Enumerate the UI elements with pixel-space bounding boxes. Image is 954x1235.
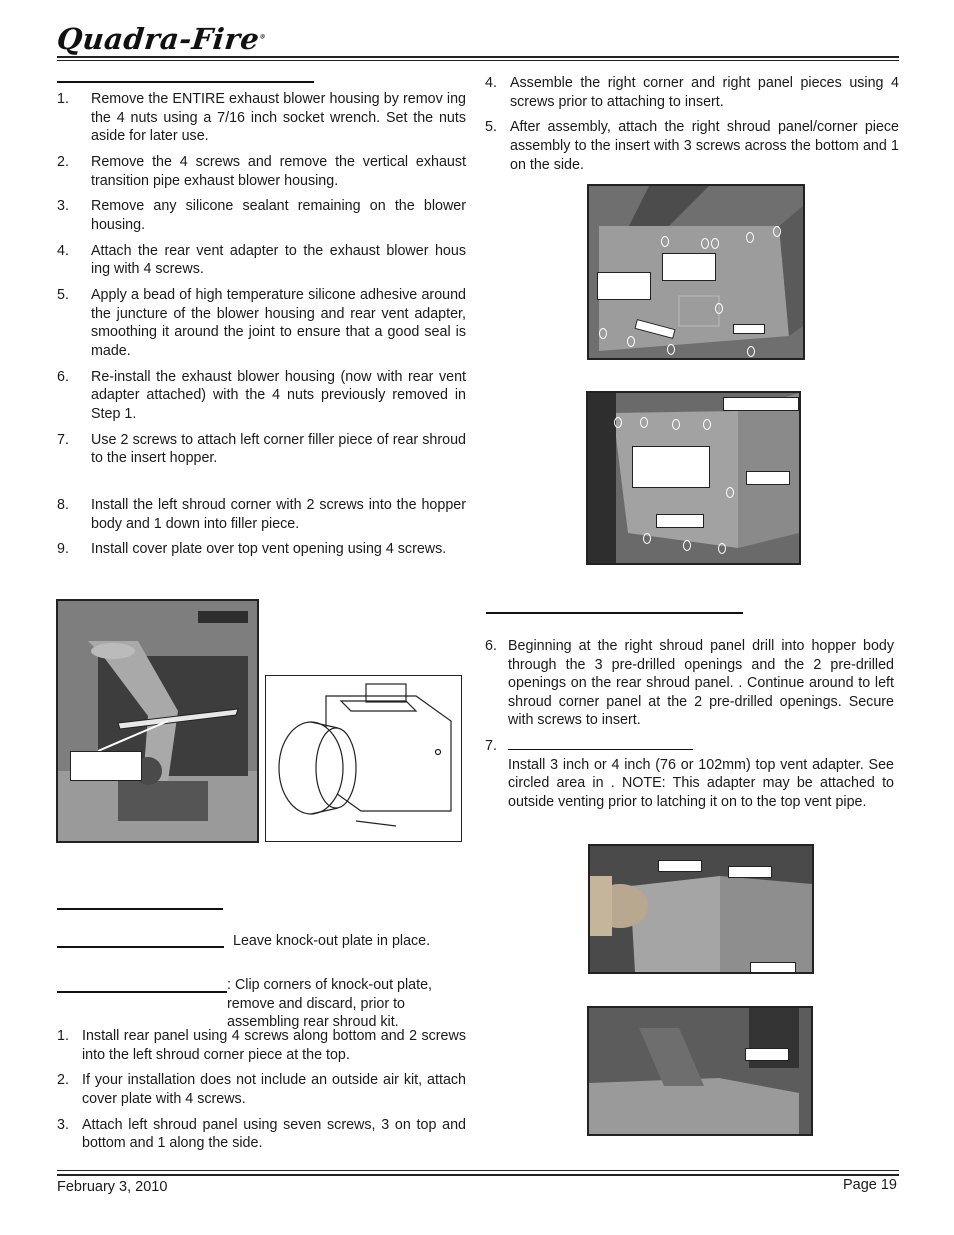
vent-adapter-drawing — [265, 675, 462, 842]
footer-rule-thin — [57, 1170, 899, 1171]
top-vent-photo — [587, 1006, 813, 1136]
step-item: 1. Install rear panel using 4 screws along bottom and 2 screws into the left shroud corner piece at the top. — [57, 1028, 466, 1063]
callout-box — [746, 471, 790, 485]
callout-box — [728, 866, 772, 878]
left-steps-list-b — [57, 496, 466, 559]
drilling-photo — [588, 844, 814, 974]
option-a-underline — [57, 946, 224, 948]
step-item: 8. Install the left shroud corner with 2 screws into the hopper body and 1 down into filler piece. — [57, 497, 466, 532]
right-steps-list — [485, 74, 899, 174]
left-steps-list — [57, 90, 466, 468]
photo-callout-box — [70, 751, 142, 781]
subheading-underline — [57, 908, 223, 910]
step-item: 9. Install cover plate over top vent opening using 4 screws. — [57, 541, 447, 558]
callout-box — [750, 962, 796, 974]
page-number: Page 19 — [842, 1177, 897, 1193]
section-heading-underline-right — [486, 612, 743, 614]
right-steps-b — [485, 637, 894, 819]
callout-box — [632, 446, 710, 488]
left-steps — [57, 90, 466, 475]
option-a-text: Leave knock-out plate in place. — [233, 933, 431, 949]
option-b-text: : Clip corners of knock-out plate, remove and discard, prior to assembling rear shroud kit. — [227, 977, 433, 1031]
rear-shroud-photo — [586, 391, 801, 565]
step-item: 7. Use 2 screws to attach left corner filler piece of rear shroud to the insert hopper. — [57, 431, 466, 467]
callout-box — [656, 514, 704, 528]
step-item: 6. Re-install the exhaust blower housing (now with rear vent adapter attached) with the 4 nuts previously removed in Step 1. — [57, 368, 466, 422]
callout-box — [658, 860, 702, 872]
brand-logo: Quadra-Fire® — [55, 22, 267, 56]
left-steps-b — [57, 496, 466, 566]
callout-box — [662, 253, 716, 281]
callout-box — [745, 1048, 789, 1061]
step-item: 2. Remove the 4 screws and remove the vertical exhaust transition pipe exhaust blower housing. — [57, 153, 466, 189]
callout-box — [723, 397, 799, 411]
section-heading-underline — [57, 81, 314, 83]
right-steps — [485, 74, 899, 181]
footer-rule — [57, 1174, 899, 1176]
callout-box — [733, 324, 765, 334]
step-item: 2. If your installation does not include an outside air kit, attach cover plate with 4 screws. — [57, 1072, 466, 1107]
right-shroud-photo — [587, 184, 805, 360]
step-7-heading — [508, 737, 894, 756]
footer-date: February 3, 2010 — [57, 1179, 168, 1195]
step-item: 4. Assemble the right corner and right panel pieces using 4 screws prior to attaching to insert. — [485, 75, 899, 110]
right-steps-list-b — [485, 637, 894, 811]
callout-box — [597, 272, 651, 300]
header-rule-thin — [57, 60, 899, 61]
step-item: 6. Beginning at the right shroud panel drill into hopper body through the 3 pre-drilled openings and the 2 pre-drilled openings on the rear shroud panel. . Continue around to left shroud corner panel at the 2 pre-drilled openings. Secure with screws to insert. — [485, 638, 894, 729]
step-item: 3. Remove any silicone sealant remaining on the blower housing. — [57, 198, 466, 233]
option-b-text-line — [227, 976, 466, 1032]
header-rule — [57, 56, 899, 58]
option-b-underline — [57, 991, 227, 993]
step-item: 4. Attach the rear vent adapter to the exhaust blower hous ing with 4 screws. — [57, 242, 466, 278]
step-item: 7. Install 3 inch or 4 inch (76 or 102mm) top vent adapter. See circled area in . NOTE: This adapter may be attached to outside venting prior to latching it on to the top vent pipe. — [485, 737, 894, 810]
step-item: 5. Apply a bead of high temperature silicone adhesive around the juncture of the blower housing and rear vent adapter, smoothing it around the joint to ensure that a good seal is made. — [57, 287, 466, 359]
rear-shroud-steps-list — [57, 1027, 466, 1153]
step-item: 5. After assembly, attach the right shroud panel/corner piece assembly to the insert with 3 screws across the bottom and 1 on the side. — [485, 119, 899, 173]
step-item: 1. Remove the ENTIRE exhaust blower housing by remov ing the 4 nuts using a 7/16 inch socket wrench. Set the nuts aside for later use. — [57, 91, 466, 145]
stove-insert-photo — [56, 599, 259, 843]
step-item: 3. Attach left shroud panel using seven screws, 3 on top and bottom and 1 along the side. — [57, 1116, 466, 1152]
rear-shroud-steps — [57, 1027, 466, 1160]
